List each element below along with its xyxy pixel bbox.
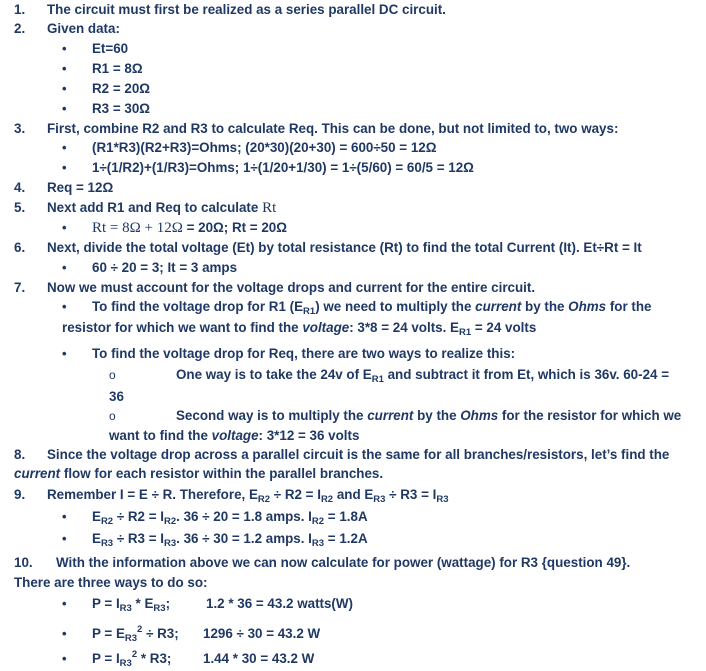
bullet-icon: • [62, 531, 67, 546]
text-part: ) we need to multiply the [315, 299, 476, 314]
italic-text: Ohms [460, 408, 499, 423]
power-formula-i2r: $P = I_{R3}^2 * R3$; [92, 649, 172, 669]
req-drop-way-two [176, 408, 681, 424]
given-r3: R3 = 30Ω [92, 101, 151, 116]
method-reciprocal: 1÷(1/R2)+(1/R3)=Ohms; 1÷(1/20+1/30) = 1÷(5/60) = 60/5 = 12Ω [92, 160, 474, 175]
item-text: Next, divide the total voltage (Et) by total resistance (Rt) to find the total Current (It). Et÷Rt = It [47, 240, 642, 255]
ir3-calculation: $E_{R3} \div R3 = I_{R3}$. 36 ÷ 30 = 1.2 amps. $I_{R3} = 1.2A$ [92, 531, 368, 549]
subscript: R1 [303, 306, 316, 317]
req-drop-way-one-cont: 36 [109, 389, 124, 404]
item-number: 9. [14, 487, 26, 502]
given-r2: R2 = 20Ω [92, 81, 151, 96]
subscript: R3 [436, 494, 449, 505]
italic-text: current [475, 299, 522, 314]
item-number: 10. [14, 555, 33, 570]
text-part: : 3*12 = 36 volts [258, 428, 360, 443]
item-text: Now we must account for the voltage drops and current for the entire circuit. [47, 280, 536, 295]
er1-explanation [92, 299, 652, 315]
power-result-ie: 1.2 * 36 = 43.2 watts(W) [206, 596, 353, 611]
item-number: 1. [14, 2, 26, 17]
bullet-icon: • [62, 61, 67, 76]
italic-text: Ohms [568, 299, 607, 314]
item-text-cont: There are three ways to do so: [14, 575, 208, 590]
sub-bullet-icon: o [109, 409, 116, 423]
req-drop-intro: To find the voltage drop for Req, there are two ways to realize this: [92, 346, 516, 361]
text-part: One way is to take the 24v of E [176, 367, 372, 382]
text-part: = 24 volts [471, 320, 537, 335]
bullet-icon: • [62, 346, 67, 361]
req-drop-way-one [176, 367, 669, 383]
text-part: for the resistor for which we [498, 408, 682, 423]
sub-bullet-icon: o [109, 368, 116, 382]
subscript: R2 [257, 494, 271, 505]
item-number: 5. [14, 200, 26, 215]
bullet-icon: • [62, 220, 67, 235]
item-text-serif: Rt [262, 200, 277, 216]
text-part: Remember I = E ÷ R. Therefore, E [47, 487, 258, 502]
item-text: With the information above we can now calculate for power (wattage) for R3 {question 49}. [56, 555, 631, 570]
italic-text: voltage [211, 428, 259, 443]
subscript: R1 [371, 374, 384, 385]
text-part: want to find the [109, 428, 212, 443]
item-text: Remember I = E ÷ R. Therefore, $E_{R2} \div R2 = I_{R2}$ and $E_{R3} \div R3 = I_{R3}$ [47, 487, 449, 505]
item-text: Since the voltage drop across a parallel circuit is the same for all branches/resistors, let’s find the [47, 447, 670, 462]
item-number: 2. [14, 21, 26, 36]
bullet-icon: • [62, 81, 67, 96]
item-number: 4. [14, 180, 26, 195]
bullet-icon: • [62, 160, 67, 175]
bullet-icon: • [62, 596, 67, 611]
bullet-icon: • [62, 651, 67, 666]
text-part: To find the voltage drop for R1 (E [92, 299, 304, 314]
rt-formula: Rt = 8Ω + 12Ω [92, 220, 183, 236]
power-formula-ie: $P = I_{R3} * E_{R3}$; [92, 596, 171, 614]
item-text-cont [14, 466, 383, 482]
text-part: flow for each resistor within the parallel branches. [60, 466, 384, 481]
er1-explanation-cont [62, 320, 536, 336]
item-number: 7. [14, 280, 26, 295]
bullet-icon: • [62, 626, 67, 641]
bullet-icon: • [62, 509, 67, 524]
bullet-icon: • [62, 41, 67, 56]
bullet-icon: • [62, 140, 67, 155]
subscript: R3 [373, 494, 386, 505]
item-text-part: Next add R1 and Req to calculate [47, 200, 263, 215]
text-part: and subtract it from Et, which is 36v. 60-24 = [383, 367, 670, 382]
text-part: for the [606, 299, 652, 314]
item-text: Given data: [47, 21, 120, 36]
subscript: R1 [459, 327, 472, 338]
text-part: : 3*8 = 24 volts. E [349, 320, 459, 335]
item-text: First, combine R2 and R3 to calculate Req. This can be done, but not limited to, two ways: [47, 121, 619, 136]
text-part: Second way is to multiply the [176, 408, 368, 423]
item-number: 3. [14, 121, 26, 136]
text-part: by the [413, 408, 461, 423]
bullet-icon: • [62, 101, 67, 116]
item-number: 6. [14, 240, 26, 255]
item-text: The circuit must first be realized as a series parallel DC circuit. [47, 2, 446, 17]
power-formula-e2r: $P = E_{R3}^2 \div R3$; [92, 624, 179, 644]
ir2-calculation: $E_{R2} \div R2 = I_{R2}$. 36 ÷ 20 = 1.8 amps. $I_{R2} = 1.8A$ [92, 509, 368, 527]
subscript: R2 [320, 494, 334, 505]
bullet-icon: • [62, 299, 67, 314]
item-number: 8. [14, 447, 26, 462]
bullet-icon: • [62, 260, 67, 275]
req-drop-way-two-cont [109, 428, 359, 444]
italic-text: current [14, 466, 61, 481]
rt-calculation [92, 220, 287, 236]
method-product-over-sum: (R1*R3)(R2+R3)=Ohms; (20*30)(20+30) = 600÷50 = 12Ω [92, 140, 437, 155]
power-result-i2r: 1.44 * 30 = 43.2 W [203, 651, 315, 666]
given-r1: R1 = 8Ω [92, 61, 143, 76]
text-part: resistor for which we want to find the [62, 320, 303, 335]
given-et: Et=60 [92, 41, 129, 56]
item-text: Req = 12Ω [47, 180, 114, 195]
italic-text: voltage [302, 320, 350, 335]
italic-text: current [367, 408, 414, 423]
power-result-e2r: 1296 ÷ 30 = 43.2 W [203, 626, 321, 641]
item-text [47, 200, 276, 216]
text-part: by the [521, 299, 569, 314]
it-calculation: 60 ÷ 20 = 3; It = 3 amps [92, 260, 238, 275]
rt-result: = 20Ω; Rt = 20Ω [182, 220, 287, 235]
